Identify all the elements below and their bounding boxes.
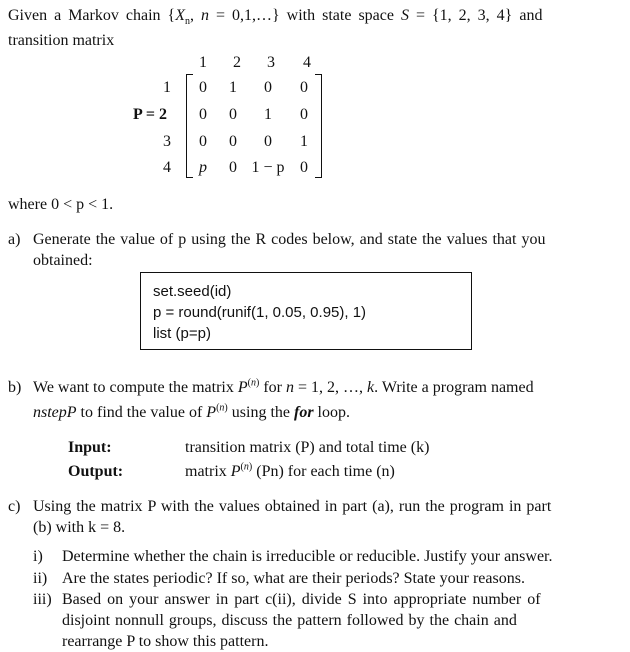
output-value: matrix $P^{(n)}$ (Pn) for each time (n) xyxy=(185,461,395,480)
part-b-line-2: nstepP to find the value of $P^{(n)}$ using the for loop. xyxy=(33,402,350,421)
matrix-cell: 0 xyxy=(264,133,272,150)
col-header: 4 xyxy=(303,54,311,71)
matrix-cell: 0 xyxy=(199,133,207,150)
part-c-line-2: (b) with k = 8. xyxy=(33,519,126,536)
row-header: 4 xyxy=(163,159,171,176)
col-header: 3 xyxy=(267,54,275,71)
code-line: p = round(runif(1, 0.05, 0.95), 1) xyxy=(153,304,367,321)
item-i-label: i) xyxy=(33,548,43,565)
matrix-cell: 0 xyxy=(199,79,207,96)
code-line: set.seed(id) xyxy=(153,283,232,300)
item-iii-line: Based on your answer in part c(ii), divide S into appropriate number of xyxy=(62,591,541,608)
item-ii-label: ii) xyxy=(33,570,48,587)
item-iii-line: rearrange P to show this pattern. xyxy=(62,633,269,650)
col-header: 1 xyxy=(199,54,207,71)
input-label: Input: xyxy=(68,439,112,456)
matrix-cell: 0 xyxy=(229,106,237,123)
output-label: Output: xyxy=(68,463,124,480)
row-header: 1 xyxy=(163,79,171,96)
r-code-box xyxy=(140,272,472,350)
program-name: nstepP xyxy=(33,404,77,421)
item-ii-text: Are the states periodic? If so, what are their periods? State your reasons. xyxy=(62,570,525,587)
matrix-cell: 0 xyxy=(300,79,308,96)
code-line: list (p=p) xyxy=(153,325,211,342)
part-a-line-1: Generate the value of p using the R codes below, and state the values that you xyxy=(33,231,546,248)
matrix-cell: 0 xyxy=(229,133,237,150)
part-a-label: a) xyxy=(8,231,21,248)
input-value: transition matrix (P) and total time (k) xyxy=(185,439,430,456)
matrix-cell: 1 xyxy=(264,106,272,123)
condition-text: where 0 < p < 1. xyxy=(8,196,114,213)
part-c-label: c) xyxy=(8,498,21,515)
item-i-text: Determine whether the chain is irreducible or reducible. Justify your answer. xyxy=(62,548,553,565)
matrix-cell: 0 xyxy=(300,106,308,123)
item-iii-line: disjoint nonnull groups, discuss the pattern followed by the chain and xyxy=(62,612,517,629)
matrix-cell: 0 xyxy=(264,79,272,96)
matrix-cell: 0 xyxy=(199,106,207,123)
chain-variable: X xyxy=(175,7,185,24)
part-b-line-1: We want to compute the matrix $P^{(n)}$ for n = 1, 2, …, k. Write a program named xyxy=(33,377,534,396)
matrix-cell: 1 xyxy=(300,133,308,150)
matrix-cell: 1 xyxy=(229,79,237,96)
col-header: 2 xyxy=(233,54,241,71)
matrix-cell: 0 xyxy=(229,159,237,176)
item-iii-label: iii) xyxy=(33,591,52,608)
intro-line-2: transition matrix xyxy=(8,32,115,49)
matrix-cell: 1 − p xyxy=(251,159,285,176)
matrix-cell: p xyxy=(199,159,207,176)
part-b-label: b) xyxy=(8,379,22,396)
intro-line-1: Given a Markov chain {$X_n$, n = 0,1,…} with state space S = {1, 2, 3, 4} and xyxy=(8,7,543,28)
part-c-line-1: Using the matrix P with the values obtained in part (a), run the program in part xyxy=(33,498,552,515)
state-space-variable: S xyxy=(400,7,409,24)
matrix-label: P = 2 xyxy=(133,106,168,123)
row-header: 3 xyxy=(163,133,171,150)
matrix-cell: 0 xyxy=(300,159,308,176)
part-a-line-2: obtained: xyxy=(33,252,93,269)
